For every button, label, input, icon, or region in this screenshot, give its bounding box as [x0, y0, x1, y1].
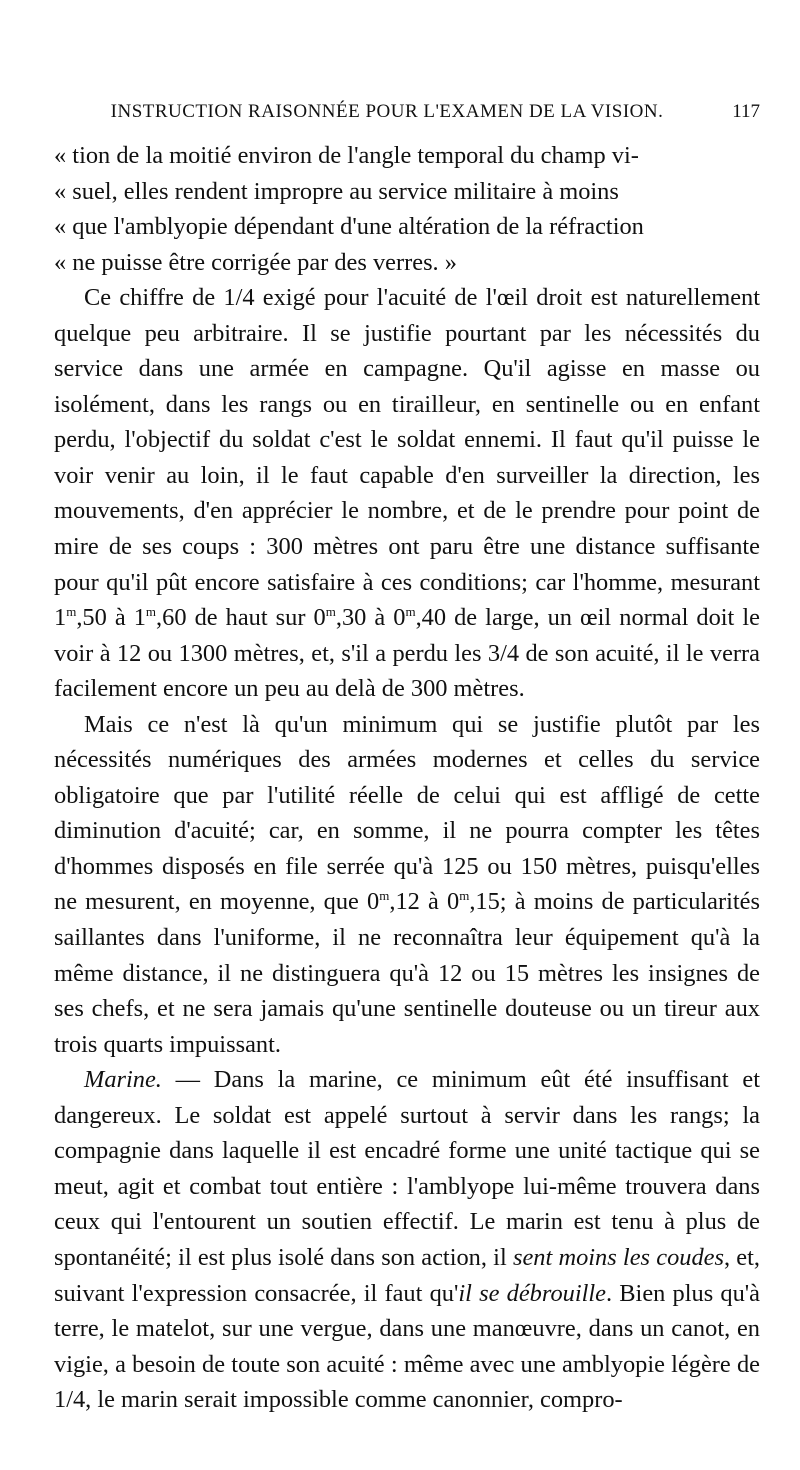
paragraph-text: Ce chiffre de 1/4 exigé pour l'acuité de l'œil droit est naturellement quelque peu arbitraire. Il se justifie pourtant par les nécessités du service dans une armée en campagne. Qu'il agisse en masse ou isolément, dans les rangs ou en tirailleur, en sentinelle ou en enfant perdu, l'objectif du soldat c'est le soldat ennemi. Il faut qu'il puisse le voir venir au loin, il le faut capable d'en surveiller la direction, les mouvements, d'en apprécier le nombre, et de le prendre pour point de mire de ses coups : 300 mètres ont paru être une distance suffisante pour qu'il pût encore satisfaire à ces conditions; car l'homme, mesurant: [54, 284, 760, 596]
measure-text: ,50 à 1: [76, 604, 146, 632]
quote-line: « tion de la moitié environ de l'angle temporal du champ vi-: [54, 142, 639, 169]
quote-block: [54, 138, 760, 280]
paragraph-text: ,40 de large, un œil normal doit le voir à 12 ou 1300 mètres, et, s'il a perdu les 3/4 de son acuité, il le verra facilement encore un peu au delà de 300 mètres.: [54, 604, 760, 703]
quote-line: « ne puisse être corrigée par des verres. »: [54, 248, 457, 276]
paragraph-text: , et, suivant l'expression consacrée, il faut qu': [54, 1243, 760, 1307]
paragraph-minimum: [54, 707, 760, 1062]
paragraph-text: Mais ce n'est là qu'un minimum qui se justifie plutôt par les nécessités numériques des armées modernes et celles du service obligatoire que par l'utilité réelle de celui qui est affligé de cette diminution d'acuité; car, en somme, il ne pourra compter les têtes d'hommes disposés en file serrée qu'à 125 ou 150 mètres, puisqu'elles ne mesurent, en moyenne, que 0: [54, 710, 760, 916]
paragraph-text: — Dans la marine, ce minimum eût été insuffisant et dangereux. Le soldat est appelé surtout à servir dans les rangs; la compagnie dans laquelle il est encadré forme une unité tactique qui se meut, agit et combat tout entière : l'amblyope lui-même trouvera dans ceux qui l'entourent un soutien effectif. Le marin est tenu à plus de spontanéité; il est plus isolé dans son action, il: [54, 1066, 760, 1271]
paragraph-marine: [54, 1062, 760, 1417]
unit-superscript: m: [145, 604, 157, 620]
unit-superscript: m: [405, 604, 416, 620]
section-label: Marine.: [84, 1066, 162, 1094]
page-number: 117: [732, 101, 760, 122]
running-title: INSTRUCTION RAISONNÉE POUR L'EXAMEN DE LA VISION.: [110, 101, 664, 122]
italic-phrase: il se débrouille: [458, 1279, 606, 1307]
paragraph-text: . Bien plus qu'à terre, le matelot, sur une vergue, dans une manœuvre, dans un canot, en vigie, a besoin de toute son acuité : même avec une amblyopie légère de 1/4, le marin serait impossible comme canonnier, compro-: [54, 1279, 761, 1414]
unit-superscript: m: [379, 888, 390, 904]
measure-text: ,30 à 0: [335, 604, 406, 632]
unit-superscript: m: [459, 888, 470, 904]
body-text: [54, 138, 760, 1418]
quote-line: « suel, elles rendent impropre au service militaire à moins: [54, 177, 619, 205]
quote-line: « que l'amblyopie dépendant d'une altération de la réfraction: [54, 213, 644, 241]
paragraph-text: ,15; à moins de particularités saillantes dans l'uniforme, il ne reconnaîtra leur équipement qu'à la même distance, il ne distinguera qu'à 12 ou 15 mètres les insignes de ses chefs, et ne sera jamais qu'une sentinelle douteuse ou un tireur aux trois quarts impuissant.: [54, 888, 760, 1058]
unit-superscript: m: [325, 604, 336, 620]
running-head: [54, 101, 760, 127]
measure-text: ,12 à 0: [389, 888, 460, 916]
paragraph-acuity: [54, 280, 760, 707]
unit-superscript: m: [66, 604, 77, 620]
measure-text: 1: [54, 604, 67, 632]
italic-phrase: sent moins les coudes: [512, 1243, 724, 1271]
measure-text: ,60 de haut sur 0: [156, 604, 326, 632]
